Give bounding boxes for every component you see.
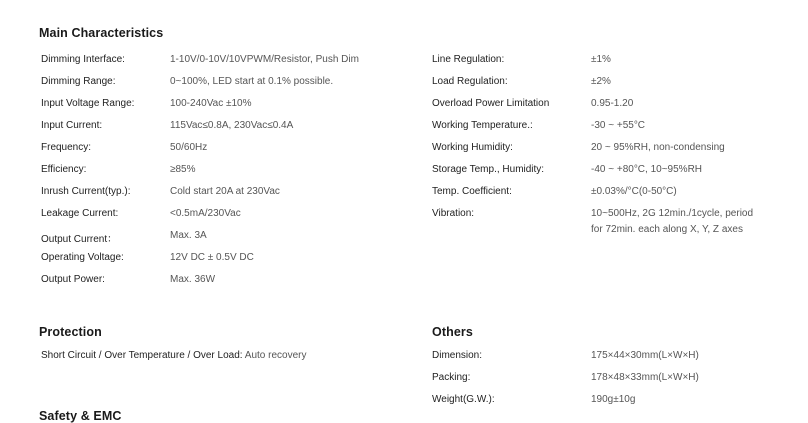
spec-row-storage-temp-humidity: [432, 164, 802, 186]
spec-row-dimming-interface: [41, 54, 421, 76]
spec-value: ≥85%: [170, 164, 196, 175]
spec-value: ±2%: [591, 76, 611, 87]
spec-row-dimming-range: [41, 76, 421, 98]
spec-value: Max. 3A: [170, 230, 207, 241]
spec-label: Inrush Current(typ.):: [41, 186, 131, 197]
section-title-safety-emc: Safety & EMC: [39, 409, 122, 423]
spec-label: Storage Temp., Humidity:: [432, 164, 545, 175]
spec-row-input-voltage-range: [41, 98, 421, 120]
spec-row-efficiency: [41, 164, 421, 186]
spec-label: Working Humidity:: [432, 142, 513, 153]
spec-value: Cold start 20A at 230Vac: [170, 186, 280, 197]
spec-label: Leakage Current:: [41, 208, 119, 219]
spec-value: ±1%: [591, 54, 611, 65]
spec-value: 0.95-1.20: [591, 98, 634, 109]
spec-row-leakage-current: [41, 208, 421, 230]
protection-value: Auto recovery: [244, 350, 307, 361]
spec-value: ±0.03%/°C(0-50°C): [591, 186, 677, 197]
spec-value: 12V DC ± 0.5V DC: [170, 252, 254, 263]
spec-row-inrush-current: [41, 186, 421, 208]
spec-row-input-current: [41, 120, 421, 142]
vibration-line-2: for 72min. each along X, Y, Z axes: [591, 224, 743, 235]
section-title-others: Others: [432, 325, 473, 339]
spec-label: Operating Voltage:: [41, 252, 124, 263]
others-row-dimension: [432, 350, 802, 372]
spec-value: 178×48×33mm(L×W×H): [591, 372, 699, 383]
others-row-packing: [432, 372, 802, 394]
spec-label: Dimming Range:: [41, 76, 116, 87]
spec-label: Input Current:: [41, 120, 103, 131]
spec-row-output-power: [41, 274, 421, 296]
others-row-weight: [432, 394, 802, 416]
spec-label: Dimming Interface:: [41, 54, 125, 65]
spec-label: Working Temperature.:: [432, 120, 533, 131]
spec-value: Max. 36W: [170, 274, 216, 285]
spec-value: 1-10V/0-10V/10VPWM/Resistor, Push Dim: [170, 54, 359, 65]
spec-label: Dimension:: [432, 350, 483, 361]
spec-row-output-current: [41, 230, 421, 252]
spec-row-working-humidity: [432, 142, 802, 164]
vibration-line-1: 10~500Hz, 2G 12min./1cycle, period: [591, 208, 754, 219]
spec-label: Efficiency:: [41, 164, 87, 175]
spec-row-temp-coefficient: [432, 186, 802, 208]
spec-label: Output Power:: [41, 274, 105, 285]
spec-label: Temp. Coefficient:: [432, 186, 512, 197]
protection-label: Short Circuit / Over Temperature / Over Load:: [41, 350, 243, 361]
spec-label: Vibration:: [432, 208, 475, 219]
spec-label: Frequency:: [41, 142, 92, 153]
spec-value: 20 ~ 95%RH, non-condensing: [591, 142, 725, 153]
spec-value: 50/60Hz: [170, 142, 208, 153]
main-characteristics-right-column: [432, 54, 802, 235]
spec-value: <0.5mA/230Vac: [170, 208, 241, 219]
spec-label: Output Current：: [41, 234, 118, 245]
spec-label: Input Voltage Range:: [41, 98, 135, 109]
spec-row-working-temperature: [432, 120, 802, 142]
spec-row-frequency: [41, 142, 421, 164]
spec-label: Line Regulation:: [432, 54, 505, 65]
spec-row-operating-voltage: [41, 252, 421, 274]
spec-value: 115Vac≤0.8A, 230Vac≤0.4A: [170, 120, 294, 131]
spec-row-overload-power-limitation: [432, 98, 802, 120]
spec-value: -30 ~ +55°C: [591, 120, 646, 131]
section-title-protection: Protection: [39, 325, 102, 339]
others-list: [432, 350, 802, 416]
spec-label: Weight(G.W.):: [432, 394, 495, 405]
main-characteristics-left-column: [41, 54, 421, 296]
section-title-main-characteristics: Main Characteristics: [39, 26, 164, 40]
spec-label: Overload Power Limitation: [432, 98, 550, 109]
protection-row: [41, 350, 307, 361]
spec-value-multiline: [591, 208, 753, 235]
spec-value: 0~100%, LED start at 0.1% possible.: [170, 76, 334, 87]
spec-label: Packing:: [432, 372, 471, 383]
spec-value: 190g±10g: [591, 394, 636, 405]
spec-value: 175×44×30mm(L×W×H): [591, 350, 699, 361]
spec-row-line-regulation: [432, 54, 802, 76]
spec-row-load-regulation: [432, 76, 802, 98]
spec-value: 100-240Vac ±10%: [170, 98, 252, 109]
spec-label: Load Regulation:: [432, 76, 508, 87]
spec-value: -40 ~ +80°C, 10~95%RH: [591, 164, 703, 175]
spec-row-vibration: [432, 208, 802, 235]
